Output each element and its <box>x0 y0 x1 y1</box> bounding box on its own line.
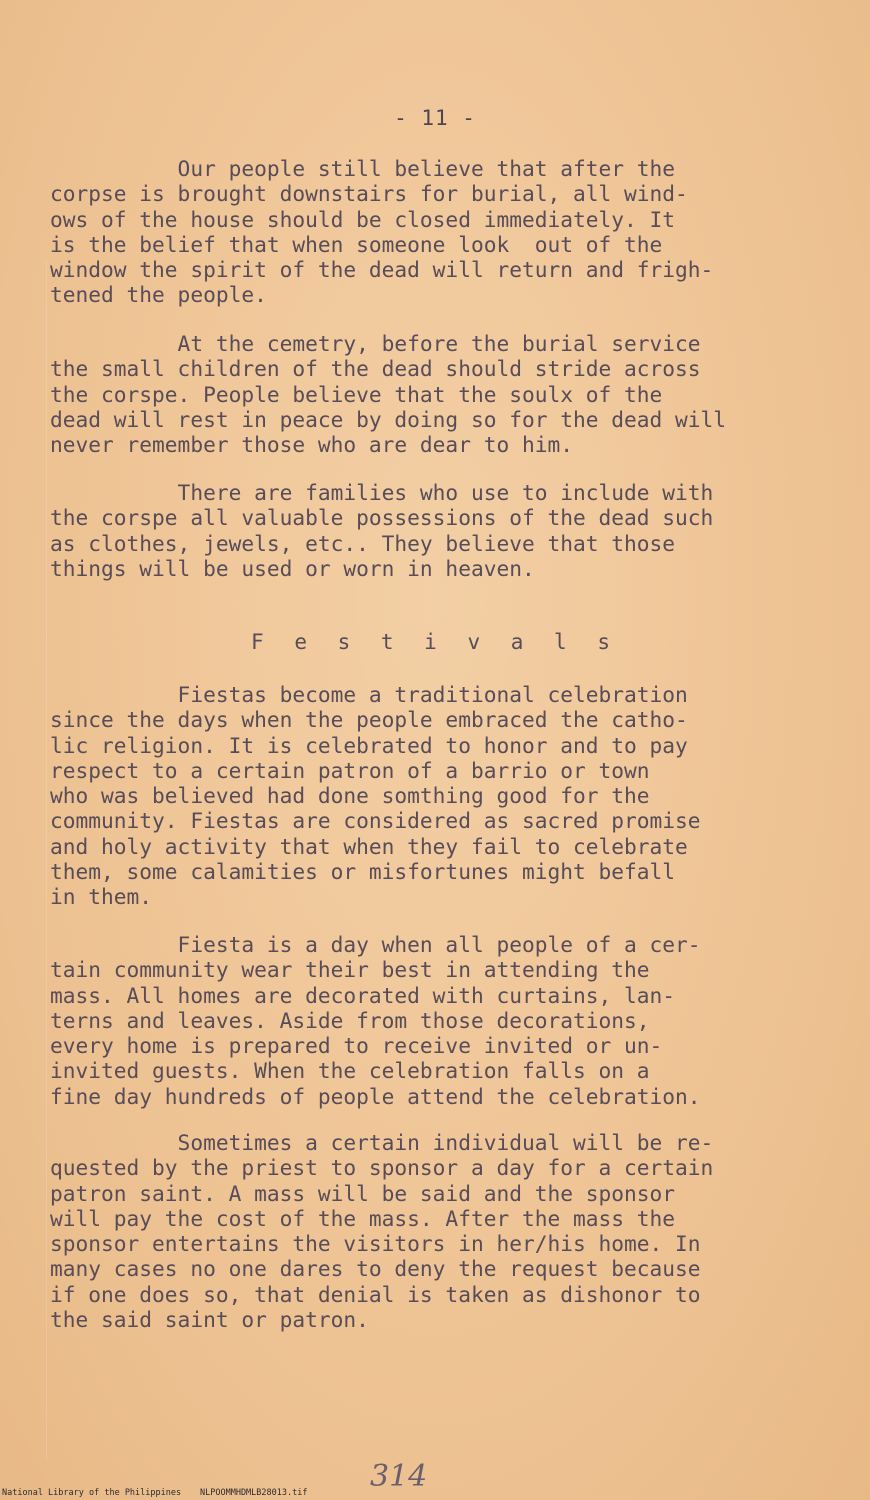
paragraph-possessions-belief: There are families who use to include with the corspe all valuable possessions of the dead such as clothes, jewels, etc.. They believe that those things will be used or worn in heaven. <box>50 480 714 581</box>
svg-text:314: 314 <box>370 1459 428 1494</box>
page-number: - 11 - <box>394 106 476 130</box>
handwritten-page-number <box>368 1456 428 1496</box>
footer-library-credit: National Library of the Philippines <box>2 1488 182 1498</box>
paragraph-window-belief: Our people still believe that after the corpse is brought downstairs for burial, all wind- ows of the house should be closed immediately. It is the belief that when someone look out of the window the spirit of the dead will return and frigh- tened the people. <box>50 156 714 308</box>
paragraph-sponsor: Sometimes a certain individual will be re- quested by the priest to sponsor a day for a certain patron saint. A mass will be said and the sponsor will pay the cost of the mass. After the mass the sponsor entertains the visitors in her/his home. In many cases no one dares to deny the request because if one does so, that denial is taken as dishonor to the said saint or patron. <box>50 1130 714 1333</box>
section-heading-festivals: F e s t i v a l s <box>251 630 619 654</box>
paragraph-fiestas-tradition: Fiestas become a traditional celebration since the days when the people embraced the catho- lic religion. It is celebrated to honor and to pay respect to a certain patron of a barrio or town who was believed had done somthing good for the community. Fiestas are considered as sacred promise and holy activity that when they fail to celebrate them, some calamities or misfortunes might befall in them. <box>50 682 701 910</box>
paragraph-fiesta-day: Fiesta is a day when all people of a cer- tain community wear their best in attending the mass. All homes are decorated with curtains, lan- terns and leaves. Aside from those decorations, every home is prepared to receive invited or un- invited guests. When the celebration falls on a fine day hundreds of people attend the celebration. <box>50 932 701 1109</box>
paper-fold-line <box>46 260 47 1460</box>
paragraph-cemetery-belief: At the cemetry, before the burial service the small children of the dead should stride across the corspe. People believe that the soulx of the dead will rest in peace by doing so for the dead will never remember those who are dear to him. <box>50 331 727 458</box>
footer-file-id: NLPOOMMHDMLB28013.tif <box>200 1488 308 1498</box>
